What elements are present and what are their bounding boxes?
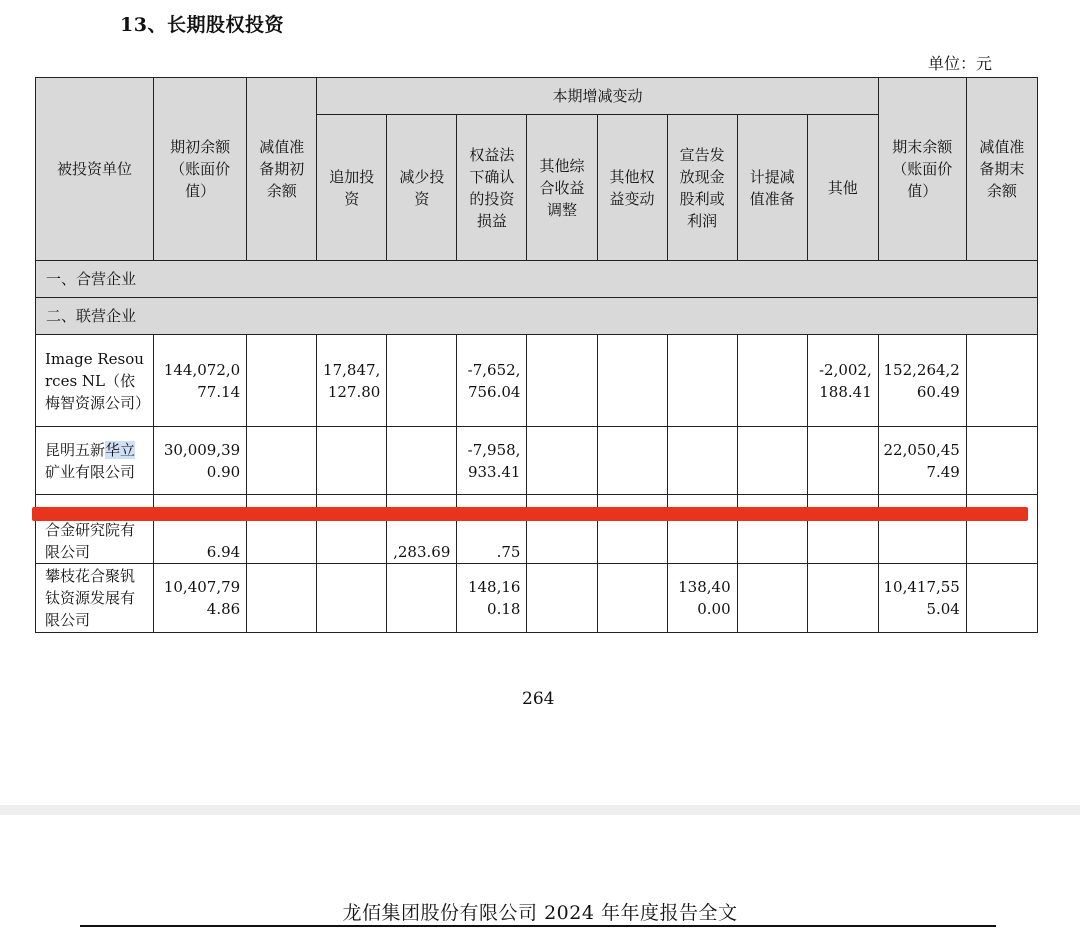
table-row	[36, 564, 1038, 633]
opening-balance: 6.94	[154, 495, 247, 564]
header-oci-adjustment: 其他综合收益调整	[527, 115, 597, 261]
red-redaction-bar	[32, 507, 1028, 521]
header-additional-investment: 追加投资	[317, 115, 387, 261]
page-separator	[0, 805, 1080, 815]
additional-investment: 17,847,127.80	[317, 335, 387, 427]
header-impairment-closing: 减值准备期末余额	[966, 78, 1037, 261]
closing-balance: 22,050,457.49	[878, 427, 966, 495]
page-number: 264	[522, 689, 555, 709]
report-footer: 龙佰集团股份有限公司 2024 年年度报告全文	[342, 902, 738, 924]
investee-name: 攀枝花合聚钒钛资源发展有限公司	[36, 564, 154, 633]
equity-method-income: -7,958,933.41	[457, 427, 527, 495]
table-row	[36, 427, 1038, 495]
other-change: -2,002,188.41	[807, 335, 878, 427]
table-row	[36, 495, 1038, 564]
opening-balance: 30,009,390.90	[154, 427, 247, 495]
group-row-associates: 二、联营企业	[36, 298, 1038, 335]
header-other: 其他	[807, 115, 878, 261]
closing-balance: 152,264,260.49	[878, 335, 966, 427]
footer-underline	[80, 925, 996, 927]
equity-method-income: -7,652,756.04	[457, 335, 527, 427]
closing-balance: 10,417,555.04	[878, 564, 966, 633]
header-closing-balance: 期末余额（账面价值）	[878, 78, 966, 261]
investee-name: Image Resources NL（依梅智资源公司）	[36, 335, 154, 427]
header-other-equity-change: 其他权益变动	[597, 115, 667, 261]
group-row-joint-ventures: 一、合营企业	[36, 261, 1038, 298]
reduced-investment: ,283.69	[387, 495, 457, 564]
opening-balance: 10,407,794.86	[154, 564, 247, 633]
header-investee: 被投资单位	[36, 78, 154, 261]
unit-label: 单位：元	[928, 54, 993, 73]
header-impairment-opening: 减值准备期初余额	[247, 78, 317, 261]
section-title: 13、长期股权投资	[120, 14, 284, 36]
header-equity-method-income: 权益法下确认的投资损益	[457, 115, 527, 261]
long-term-equity-investment-table	[35, 77, 1038, 633]
header-opening-balance: 期初余额（账面价值）	[154, 78, 247, 261]
investee-name: 昆明五新华立矿业有限公司	[36, 427, 154, 495]
header-reduced-investment: 减少投资	[387, 115, 457, 261]
table-row	[36, 335, 1038, 427]
equity-method-income: .75	[457, 495, 527, 564]
header-cash-dividend: 宣告发放现金股利或利润	[667, 115, 737, 261]
selected-text-highlight: 华立	[105, 440, 136, 459]
header-impairment-provision: 计提减值准备	[737, 115, 807, 261]
equity-method-income: 148,160.18	[457, 564, 527, 633]
opening-balance: 144,072,077.14	[154, 335, 247, 427]
cash-dividend: 138,400.00	[667, 564, 737, 633]
header-change-group: 本期增减变动	[317, 78, 879, 115]
investee-name: 合金研究院有限公司	[36, 495, 154, 564]
